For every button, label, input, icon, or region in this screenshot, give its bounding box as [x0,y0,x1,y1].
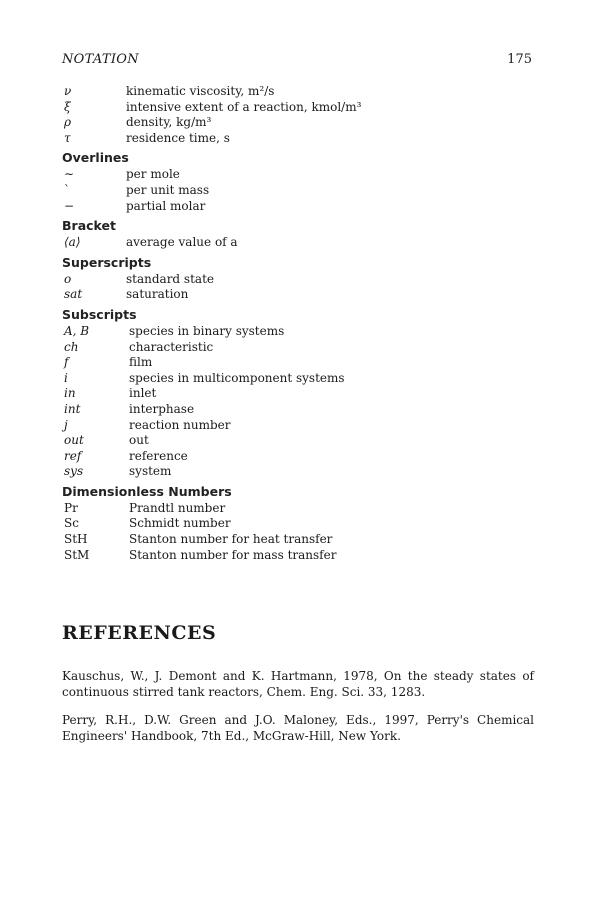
notation-symbol: StH [64,532,88,547]
notation-row [62,464,532,480]
notation-description: out [129,433,149,448]
notation-symbol: o [64,271,72,286]
notation-symbol: j [64,417,68,432]
notation-row [62,433,532,449]
notation-description: inlet [129,386,157,401]
notation-symbol: ⟨a⟩ [64,235,81,250]
notation-symbol: Sc [64,516,79,531]
notation-description: species in multicomponent systems [129,370,345,385]
notation-row [62,324,532,340]
notation-description: saturation [126,287,189,302]
notation-row [62,340,532,356]
notation-row [62,355,532,371]
notation-symbol: ch [64,339,79,354]
notation-description: kinematic viscosity, m²/s [126,84,275,98]
notation-row [62,449,532,465]
notation-description: species in binary systems [129,323,285,338]
bar-symbol: − [64,198,75,213]
grave-symbol: ˋ [64,182,70,197]
reference-entry: Perry, R.H., D.W. Green and J.O. Maloney, Eds., 1997, Perry's Chemical Engineers' Handbook, 7th Ed., McGraw-Hill, New York. [62,713,534,743]
notation-description: average value of a [126,235,238,250]
notation-description: Prandtl number [129,500,226,515]
notation-description: per mole [126,167,180,182]
notation-symbol: in [64,386,76,401]
notation-symbol: ν [64,84,72,98]
running-title: NOTATION [62,52,139,67]
notation-description: standard state [126,271,214,286]
section-heading-bracket: Bracket [62,218,116,234]
notation-row-xi [62,100,532,116]
notation-description: per unit mass [126,182,210,197]
section-heading-superscripts: Superscripts [62,254,152,270]
notation-description: Stanton number for mass transfer [129,547,337,562]
notation-symbol: τ [64,130,71,145]
notation-symbol: A, B [64,323,90,338]
notation-row [62,235,532,251]
notation-row [62,402,532,418]
notation-symbol: int [64,401,81,416]
running-header [62,52,532,70]
notation-row [62,516,532,532]
notation-description: reference [129,448,188,463]
notation-description: Schmidt number [129,516,231,531]
notation-row [62,532,532,548]
notation-row-rho [62,115,532,131]
notation-row-tau [62,131,532,147]
notation-row [62,183,532,199]
notation-row [62,418,532,434]
notation-description: characteristic [129,339,214,354]
notation-description: intensive extent of a reaction, kmol/m³ [126,99,362,114]
notation-row [62,199,532,215]
notation-description: partial molar [126,198,206,213]
notation-row [62,548,532,564]
notation-row [62,501,532,517]
notation-symbol: i [64,370,68,385]
notation-description: Stanton number for heat transfer [129,532,333,547]
notation-description: system [129,464,172,479]
notation-description: interphase [129,401,195,416]
notation-symbol: f [64,355,69,370]
notation-symbol: ξ [64,99,71,114]
notation-symbol: out [64,433,84,448]
notation-row-nu [62,84,532,100]
page-number: 175 [507,52,532,67]
tilde-symbol: ∼ [64,167,75,182]
notation-symbol: sys [64,464,84,479]
notation-symbol: StM [64,547,90,562]
references-heading: REFERENCES [62,622,217,644]
section-heading-dimensionless: Dimensionless Numbers [62,483,232,499]
section-heading-subscripts: Subscripts [62,306,137,322]
notation-row [62,272,532,288]
notation-row [62,386,532,402]
notation-description: residence time, s [126,130,230,145]
notation-symbol: sat [64,287,83,302]
notation-row [62,167,532,183]
notation-symbol: ρ [64,115,72,130]
notation-description: reaction number [129,417,231,432]
section-heading-overlines: Overlines [62,150,129,166]
notation-row [62,287,532,303]
notation-list [62,84,532,563]
reference-entry: Kauschus, W., J. Demont and K. Hartmann, 1978, On the steady states of continuous stirred tank reactors, Chem. Eng. Sci. 33, 1283. [62,669,534,699]
notation-symbol: Pr [64,500,78,515]
notation-description: film [129,355,153,370]
notation-row [62,371,532,387]
notation-description: density, kg/m³ [126,115,212,130]
notation-symbol: ref [64,448,82,463]
